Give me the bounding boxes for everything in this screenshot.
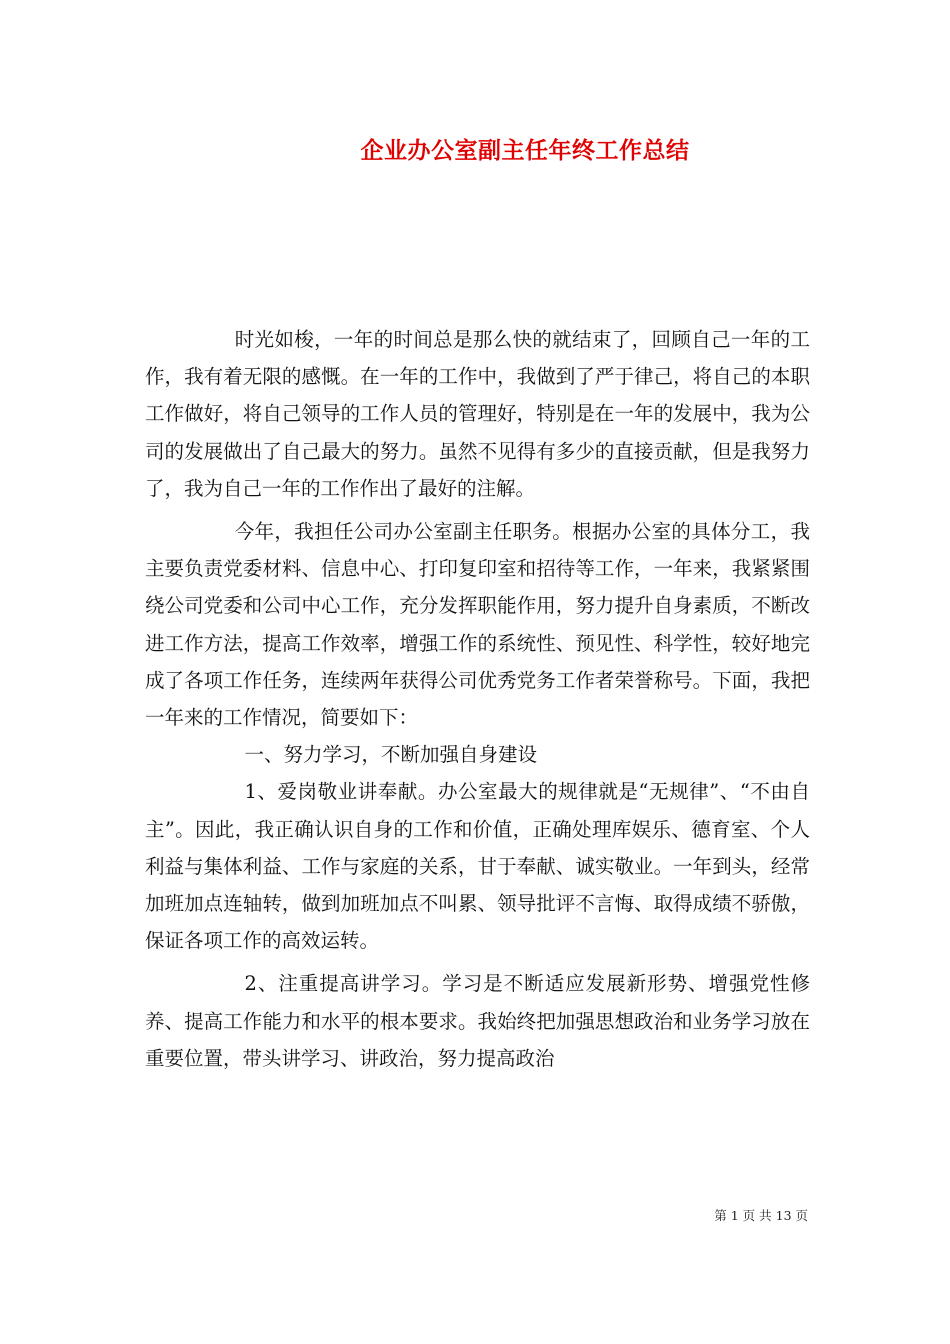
section-heading-1: 一、努力学习，不断加强自身建设 xyxy=(244,743,537,767)
document-body xyxy=(145,321,810,1077)
paragraph-item-1: 1、爱岗敬业讲奉献。办公室最大的规律就是“无规律”、“不由自主”。因此，我正确认识自身的工作和价值，正确处理库娱乐、德育室、个人利益与集体利益、工作与家庭的关系，甘于奉献、诚实敬业。一年到头，经常加班加点连轴转，做到加班加点不叫累、领导批评不言悔、取得成绩不骄傲，保证各项工作的高效运转。 xyxy=(145,780,810,953)
page-number: 第 1 页 共 13 页 xyxy=(714,1208,808,1223)
paragraph-intro: 时光如梭，一年的时间总是那么快的就结束了，回顾自己一年的工作，我有着无限的感慨。在一年的工作中，我做到了严于律己，将自己的本职工作做好，将自己领导的工作人员的管理好，特别是在一年的发展中，我为公司的发展做出了自己最大的努力。虽然不见得有多少的直接贡献，但是我努力了，我为自己一年的工作作出了最好的注解。 xyxy=(145,328,810,500)
paragraph-role: 今年，我担任公司办公室副主任职务。根据办公室的具体分工，我主要负责党委材料、信息中心、打印复印室和招待等工作，一年来，我紧紧围绕公司党委和公司中心工作，充分发挥职能作用，努力提升自身素质，不断改进工作方法，提高工作效率，增强工作的系统性、预见性、科学性，较好地完成了各项工作任务，连续两年获得公司优秀党务工作者荣誉称号。下面，我把一年来的工作情况，简要如下： xyxy=(145,520,810,730)
paragraph-item-2: 2、注重提高讲学习。学习是不断适应发展新形势、增强党性修养、提高工作能力和水平的根本要求。我始终把加强思想政治和业务学习放在重要位置，带头讲学习、讲政治，努力提高政治 xyxy=(145,972,810,1070)
document-title: 企业办公室副主任年终工作总结 xyxy=(360,137,690,164)
